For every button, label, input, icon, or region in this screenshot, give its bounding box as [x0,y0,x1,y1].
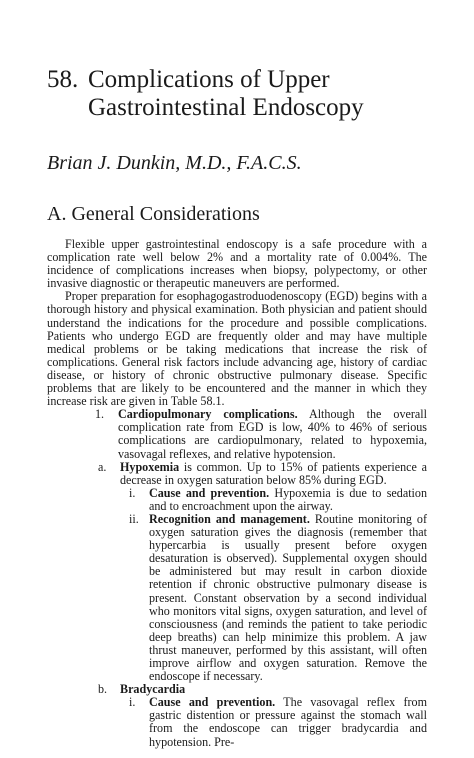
chapter-title-line-1: Complications of Upper [88,66,330,93]
list-item-heading: Hypoxemia [120,459,180,474]
body-text [47,238,427,749]
list-item-heading: Recognition and management. [149,511,310,526]
list-item-text [149,513,427,683]
list-marker: i. [129,695,136,710]
chapter-number: 58. [47,66,79,93]
author-byline: Brian J. Dunkin, M.D., F.A.C.S. [47,152,302,174]
list-item-heading: Cause and prevention. [149,695,276,710]
list-item-text [120,461,427,487]
paragraph-2: Proper preparation for esophagogastroduodenoscopy (EGD) begins with a thorough history and physical examination. Both physician and patient should understand the indications for the procedure and possible complications. Patients who undergo EGD are frequently older and may have multiple medical problems or be taking medications that increase the risk of complications. General risk factors include advancing age, history of cardiac disease, or history of chronic obstructive pulmonary disease. Specific problems that are likely to be encountered and the manner in which they increase risk are given in Table 58.1. [47,289,427,409]
list-item-a [47,461,427,487]
list-item-heading: Cardiopulmonary complications. [118,407,298,422]
list-item-heading: Cause and prevention. [149,485,270,500]
list-item-a-ii [47,513,427,683]
list-marker: 1. [95,407,105,422]
chapter-title [88,66,364,122]
list-item-a-i [47,487,427,513]
list-item-b-i [47,696,427,748]
list-item-body: The vasovagal reflex from gastric distention or pressure against the stomach wall from the endoscope can trigger bradycardia and hypotension. Pre- [149,695,427,749]
list-marker: b. [98,682,108,697]
list-marker: a. [98,459,107,474]
list-marker: ii. [129,511,139,526]
list-item-text [149,487,427,513]
chapter-title-line-2: Gastrointestinal Endoscopy [88,94,364,121]
list-item-body: Routine monitoring of oxygen saturation gives the diagnosis (remember that hypercarbia is usually present before oxygen desaturation is observed). Supplemental oxygen should be administered but may result in carbon dioxide retention if chronic obstructive pulmonary disease is present. Constant observation by a second individual who monitors vital signs, oxygen saturation, and level of consciousness (and reminds the patient to take periodic deep breaths) can help minimize this problem. A jaw thrust maneuver, performed by this assistant, will often improve airflow and oxygen saturation. Remove the endoscope if necessary. [149,511,427,684]
list-item-body: is common. Up to 15% of patients experience a decrease in oxygen saturation below 85% during EGD. [120,459,427,487]
list-item-text [149,696,427,748]
list-item-text [118,408,427,460]
list-item-heading: Bradycardia [120,682,186,697]
list-item-body: Hypoxemia is due to sedation and to encroachment upon the airway. [149,485,428,513]
list-marker: i. [129,485,136,500]
list-item-body: Although the overall complication rate from EGD is low, 40% to 46% of serious complications are cardiopulmonary, related to hypoxemia, vasovagal reflexes, and relative hypotension. [118,407,427,461]
section-heading: A. General Considerations [47,203,260,225]
list-item-1 [47,408,427,460]
paragraph-1: Flexible upper gastrointestinal endoscopy is a safe procedure with a complication rate well below 2% and a mortality rate of 0.004%. The incidence of complications increases when biopsy, polypectomy, or other invasive diagnostic or therapeutic maneuvers are performed. [47,237,427,291]
